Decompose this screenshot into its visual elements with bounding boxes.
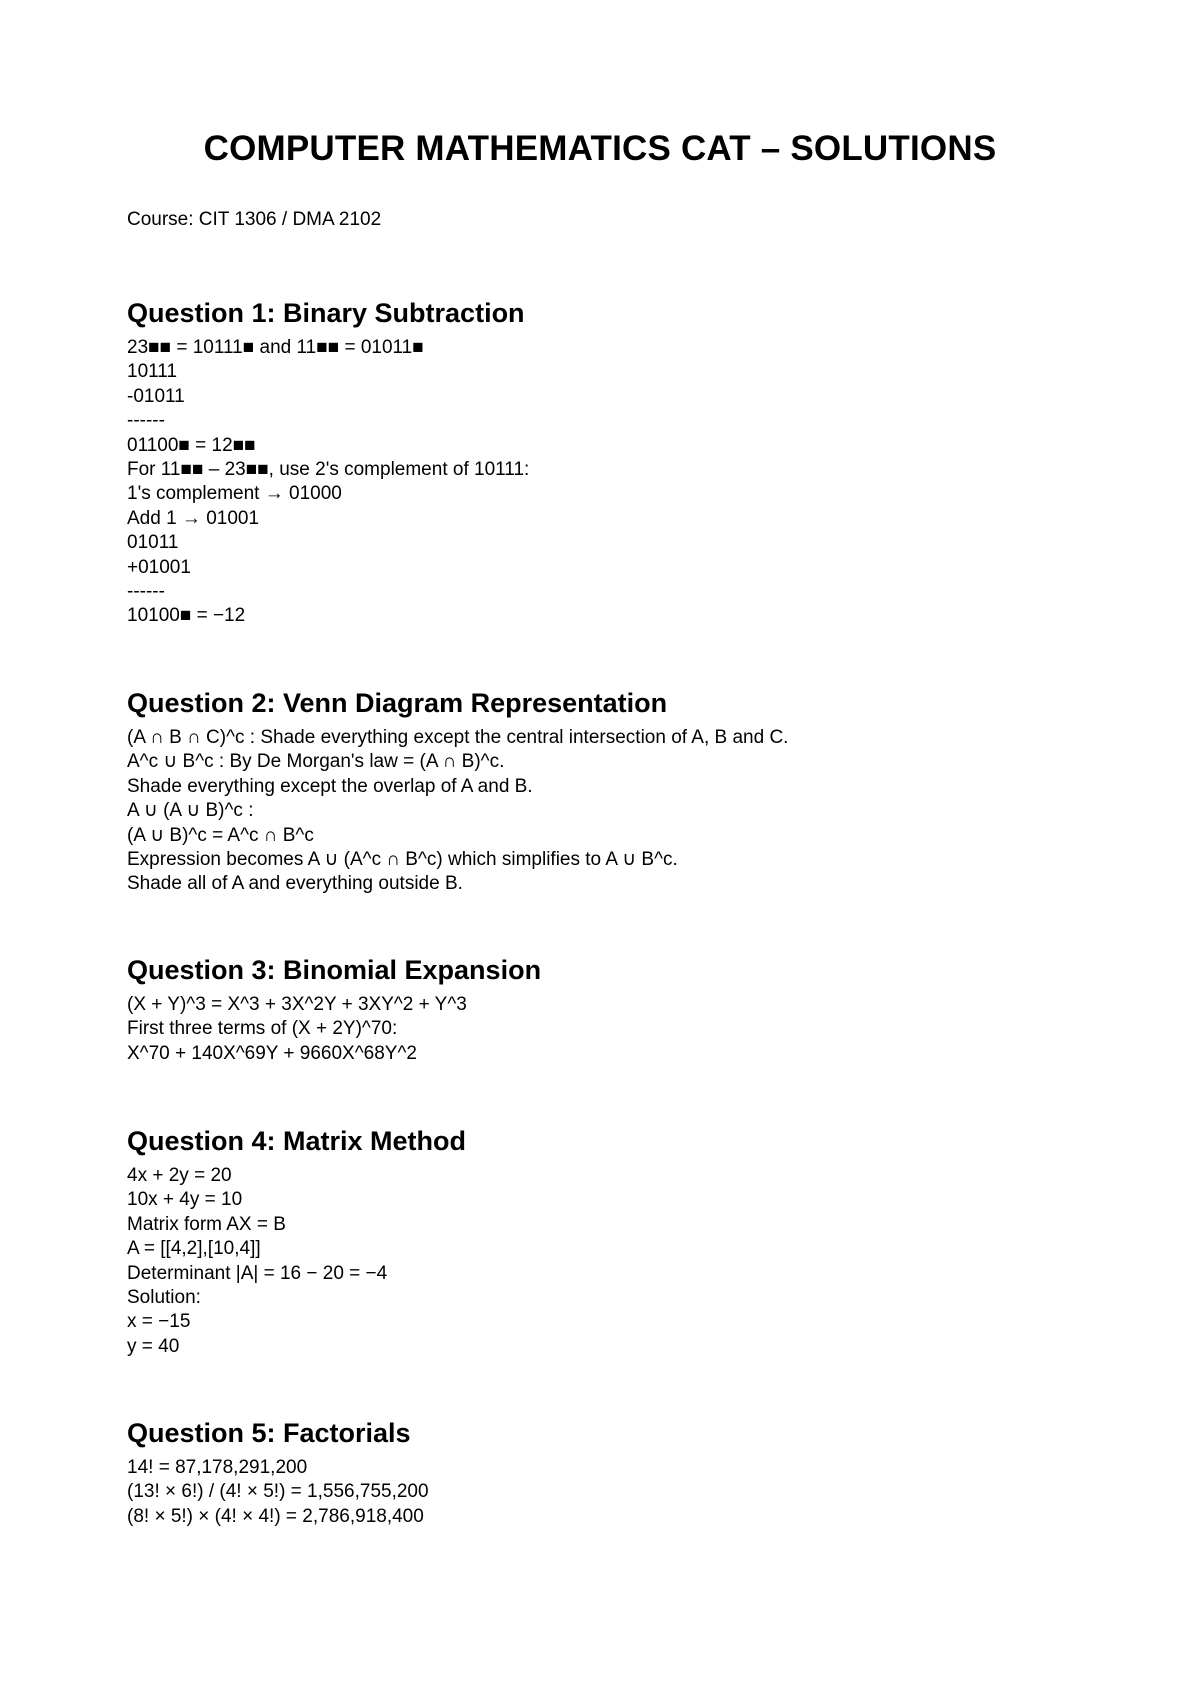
question-5-lines <box>127 1456 1127 1529</box>
solution-line: A ∪ (A ∪ B)^c : <box>127 800 254 822</box>
solution-line: 4x + 2y = 20 <box>127 1165 232 1186</box>
solution-line: +01001 <box>127 556 191 578</box>
solution-line: 01011 <box>127 532 179 554</box>
solution-line: ------ <box>127 410 165 432</box>
solution-line: 10111 <box>127 361 178 383</box>
solution-line: X^70 + 140X^69Y + 9660X^68Y^2 <box>127 1042 417 1064</box>
solution-line: A^c ∪ B^c : By De Morgan's law = (A ∩ B)^c. <box>127 751 505 773</box>
question-5-heading: Question 5: Factorials <box>127 1418 411 1448</box>
solution-line: For 11■■ – 23■■, use 2's complement of 10111: <box>127 459 530 481</box>
question-2-heading: Question 2: Venn Diagram Representation <box>127 688 668 718</box>
solution-line: 14! = 87,178,291,200 <box>127 1457 308 1478</box>
question-3-section <box>127 953 1127 1066</box>
solution-line: (X + Y)^3 = X^3 + 3X^2Y + 3XY^2 + Y^3 <box>127 994 467 1015</box>
solution-line: y = 40 <box>127 1335 180 1357</box>
question-5-section <box>127 1416 1127 1529</box>
solution-line: 1's complement → 01000 <box>127 483 342 505</box>
solution-line: 01100■ = 12■■ <box>127 434 256 456</box>
solution-line: A = [[4,2],[10,4]] <box>127 1238 261 1260</box>
question-2-lines <box>127 726 1127 897</box>
question-1-heading: Question 1: Binary Subtraction <box>127 298 525 328</box>
solution-line: (13! × 6!) / (4! × 5!) = 1,556,755,200 <box>127 1481 429 1503</box>
solution-line: Shade everything except the overlap of A and B. <box>127 775 533 797</box>
solution-line: Expression becomes A ∪ (A^c ∩ B^c) which simplifies to A ∪ B^c. <box>127 849 678 871</box>
question-2-section <box>127 686 1127 897</box>
document-title: COMPUTER MATHEMATICS CAT – SOLUTIONS <box>203 129 997 168</box>
solution-line: 10x + 4y = 10 <box>127 1189 243 1211</box>
question-1-lines <box>127 336 1127 629</box>
course-code: Course: CIT 1306 / DMA 2102 <box>127 209 382 230</box>
solution-line: x = −15 <box>127 1311 191 1333</box>
solution-line: ------ <box>127 581 165 603</box>
solution-line: (A ∪ B)^c = A^c ∩ B^c <box>127 824 314 846</box>
solution-line: (8! × 5!) × (4! × 4!) = 2,786,918,400 <box>127 1505 424 1527</box>
solution-line: Determinant |A| = 16 − 20 = −4 <box>127 1262 388 1284</box>
question-3-heading: Question 3: Binomial Expansion <box>127 955 542 985</box>
solution-line: First three terms of (X + 2Y)^70: <box>127 1018 398 1040</box>
solution-line: 10100■ = −12 <box>127 605 246 627</box>
solution-line: Matrix form AX = B <box>127 1213 286 1235</box>
solution-line: Shade all of A and everything outside B. <box>127 873 463 895</box>
solution-line: Solution: <box>127 1287 201 1309</box>
solution-line: Add 1 → 01001 <box>127 507 260 529</box>
question-1-section <box>127 296 1127 629</box>
question-4-lines <box>127 1164 1127 1359</box>
solution-line: (A ∩ B ∩ C)^c : Shade everything except the central intersection of A, B and C. <box>127 727 789 748</box>
solution-line: -01011 <box>127 385 185 407</box>
question-4-section <box>127 1124 1127 1359</box>
question-4-heading: Question 4: Matrix Method <box>127 1126 467 1156</box>
solution-line: 23■■ = 10111■ and 11■■ = 01011■ <box>127 337 424 358</box>
question-3-lines <box>127 993 1127 1066</box>
